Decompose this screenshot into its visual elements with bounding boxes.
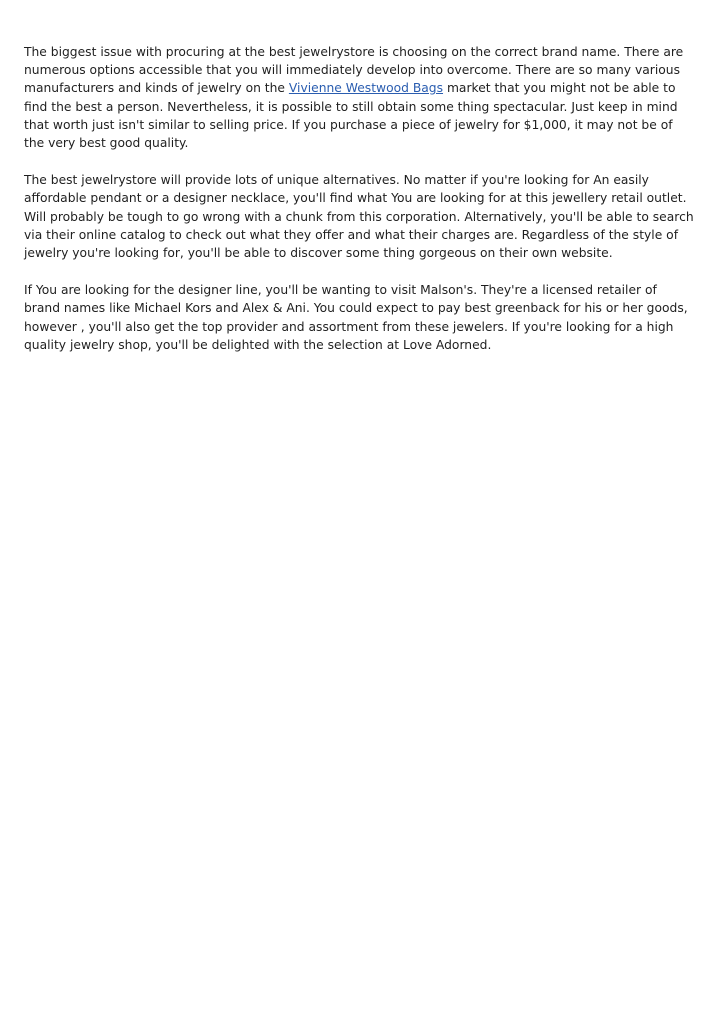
- vivienne-westwood-bags-link[interactable]: Vivienne Westwood Bags: [288, 81, 444, 96]
- paragraph-1-text-after: market that you might not be able to find the best a person. Nevertheless, it is possible to still obtain some thing spectacular. Just keep in mind that worth just isn't similar to selling price. If you purchase a piece of jewelry for $1,000, it may not be of the very best good quality.: [24, 81, 678, 151]
- paragraph-3: If You are looking for the designer line, you'll be wanting to visit Malson's. They're a licensed retailer of brand names like Michael Kors and Alex & Ani. You could expect to pay best greenback for his or her goods, however , you'll also get the top provider and assortment from these jewelers. If you're looking for a high quality jewelry shop, you'll be delighted with the selection at Love Adorned.: [24, 283, 688, 352]
- paragraph-1: [24, 43, 696, 152]
- paragraph-2: The best jewelrystore will provide lots of unique alternatives. No matter if you're looking for An easily affordable pendant or a designer necklace, you'll find what You are looking for at this jewellery retail outlet. Will probably be tough to go wrong with a chunk from this corporation. Alternatively, you'll be able to search via their online catalog to check out what they offer and what their charges are. Regardless of the style of jewelry you're looking for, you'll be able to discover some thing gorgeous on their own website.: [24, 173, 694, 261]
- paragraph-1-text-before: The biggest issue with procuring at the best jewelrystore is choosing on the correct brand name. There are numerous options accessible that you will immediately develop into overcome. There are so many various manufacturers and kinds of jewelry on the: [24, 45, 684, 96]
